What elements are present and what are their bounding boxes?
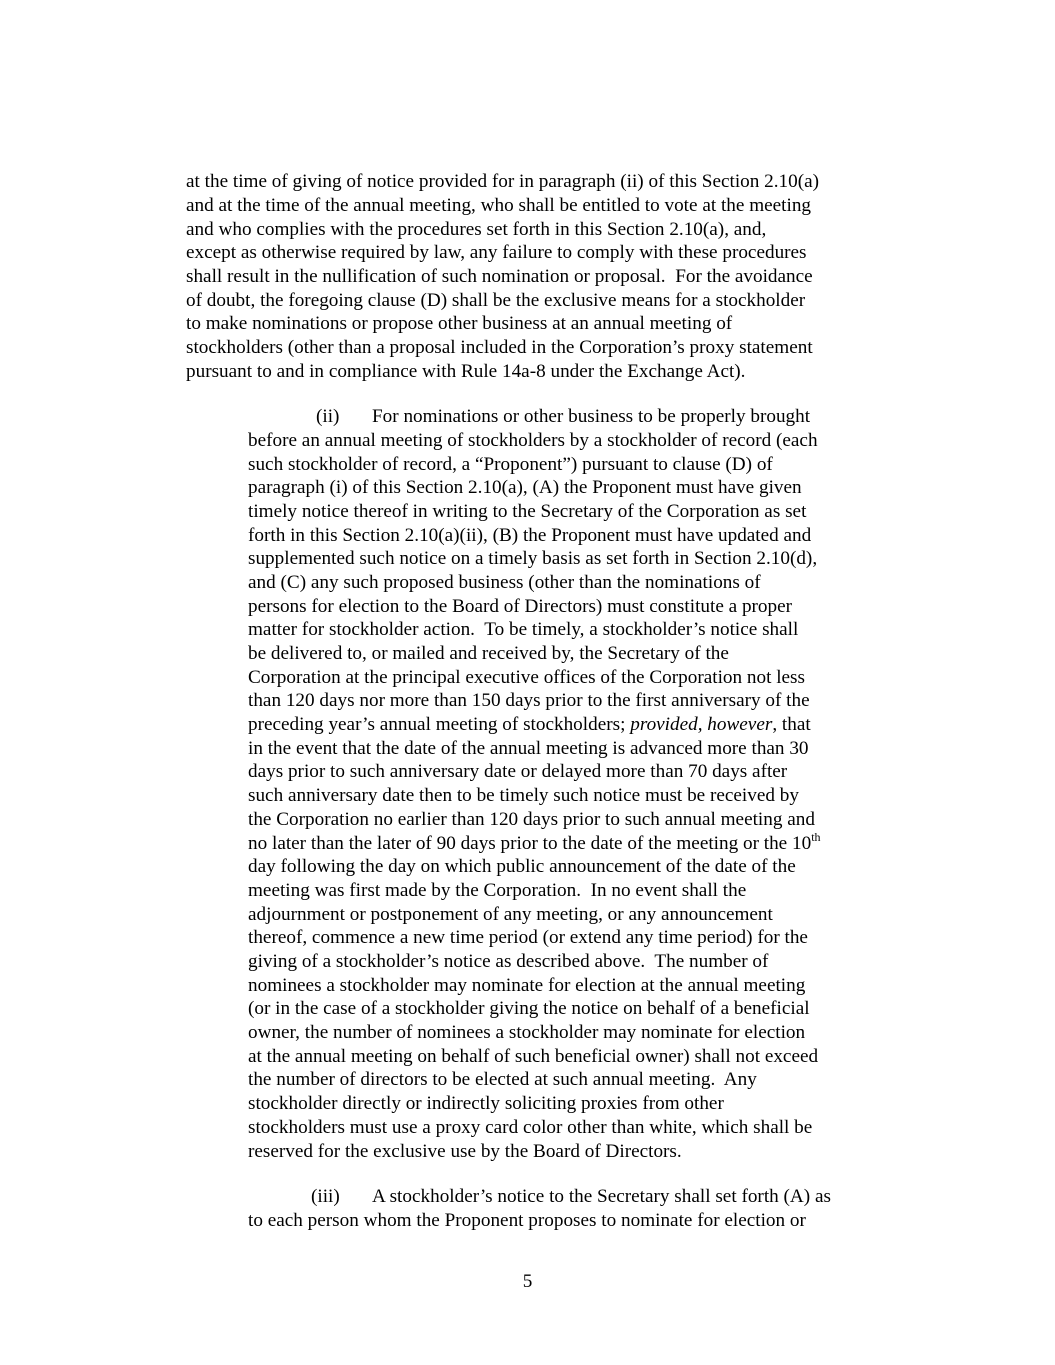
- text-span: preceding year’s annual meeting of stockholders;: [248, 714, 631, 735]
- text-line: the Corporation no earlier than 120 days prior to such annual meeting and: [248, 809, 815, 830]
- text-line: except as otherwise required by law, any failure to comply with these procedures: [186, 242, 807, 263]
- text-line: (or in the case of a stockholder giving the notice on behalf of a beneficial: [248, 998, 810, 1019]
- text-line: to each person whom the Proponent proposes to nominate for election or: [248, 1210, 806, 1231]
- page-number: 5: [522, 1271, 533, 1292]
- text-line: shall result in the nullification of such nomination or proposal. For the avoidance: [186, 266, 813, 287]
- text-line: the number of directors to be elected at such annual meeting. Any: [248, 1069, 757, 1090]
- text-line: adjournment or postponement of any meeting, or any announcement: [248, 904, 773, 925]
- paragraph-iii-first-line: [311, 1185, 831, 1209]
- text-span: no later than the later of 90 days prior to the date of the meeting or the 10: [248, 833, 812, 854]
- text-line: at the annual meeting on behalf of such beneficial owner) shall not exceed: [248, 1046, 819, 1067]
- paragraph-label: (ii): [316, 406, 340, 427]
- text-line: persons for election to the Board of Directors) must constitute a proper: [248, 596, 793, 617]
- text-line: and who complies with the procedures set forth in this Section 2.10(a), and,: [186, 219, 767, 240]
- text-line: than 120 days nor more than 150 days prior to the first anniversary of the: [248, 690, 810, 711]
- text-line: of doubt, the foregoing clause (D) shall be the exclusive means for a stockholder: [186, 290, 806, 311]
- text-line: pursuant to and in compliance with Rule 14a-8 under the Exchange Act).: [186, 361, 746, 382]
- text-line: timely notice thereof in writing to the Secretary of the Corporation as set: [248, 501, 807, 522]
- text-line: such stockholder of record, a “Proponent”) pursuant to clause (D) of: [248, 454, 773, 475]
- text-line: such anniversary date then to be timely such notice must be received by: [248, 785, 799, 806]
- text-line: paragraph (i) of this Section 2.10(a), (A) the Proponent must have given: [248, 477, 802, 498]
- text-line: at the time of giving of notice provided for in paragraph (ii) of this Section 2.10(a): [186, 171, 820, 192]
- text-line: stockholder directly or indirectly soliciting proxies from other: [248, 1093, 724, 1114]
- text-line: giving of a stockholder’s notice as described above. The number of: [248, 951, 769, 972]
- text-line-provided: [248, 713, 811, 737]
- text-line: matter for stockholder action. To be timely, a stockholder’s notice shall: [248, 619, 799, 640]
- text-line: days prior to such anniversary date or delayed more than 70 days after: [248, 761, 788, 782]
- text-line: stockholders (other than a proposal included in the Corporation’s proxy statement: [186, 337, 813, 358]
- text-line: For nominations or other business to be properly brought: [372, 406, 811, 427]
- text-line: thereof, commence a new time period (or extend any time period) for the: [248, 927, 808, 948]
- italic-text: provided, however: [630, 714, 773, 735]
- text-line: and (C) any such proposed business (other than the nominations of: [248, 572, 761, 593]
- text-line: A stockholder’s notice to the Secretary shall set forth (A) as: [372, 1186, 831, 1207]
- text-line: and at the time of the annual meeting, who shall be entitled to vote at the meeting: [186, 195, 812, 216]
- paragraph-label: (iii): [311, 1186, 340, 1207]
- text-line: Corporation at the principal executive offices of the Corporation not less: [248, 667, 805, 688]
- text-line: stockholders must use a proxy card color other than white, which shall be: [248, 1117, 813, 1138]
- text-line-superscript: [248, 832, 821, 856]
- paragraph-ii-first-line: [316, 405, 810, 429]
- text-line: supplemented such notice on a timely basis as set forth in Section 2.10(d),: [248, 548, 818, 569]
- superscript: th: [811, 830, 821, 844]
- text-line: nominees a stockholder may nominate for election at the annual meeting: [248, 975, 806, 996]
- text-line: to make nominations or propose other business at an annual meeting of: [186, 313, 733, 334]
- text-span: , that: [772, 714, 811, 735]
- text-line: owner, the number of nominees a stockholder may nominate for election: [248, 1022, 806, 1043]
- text-line: meeting was first made by the Corporation. In no event shall the: [248, 880, 747, 901]
- text-line: day following the day on which public announcement of the date of the: [248, 856, 796, 877]
- text-line: be delivered to, or mailed and received by, the Secretary of the: [248, 643, 729, 664]
- text-line: before an annual meeting of stockholders by a stockholder of record (each: [248, 430, 818, 451]
- text-line: in the event that the date of the annual meeting is advanced more than 30: [248, 738, 809, 759]
- text-line: reserved for the exclusive use by the Board of Directors.: [248, 1141, 682, 1162]
- text-line: forth in this Section 2.10(a)(ii), (B) the Proponent must have updated and: [248, 525, 812, 546]
